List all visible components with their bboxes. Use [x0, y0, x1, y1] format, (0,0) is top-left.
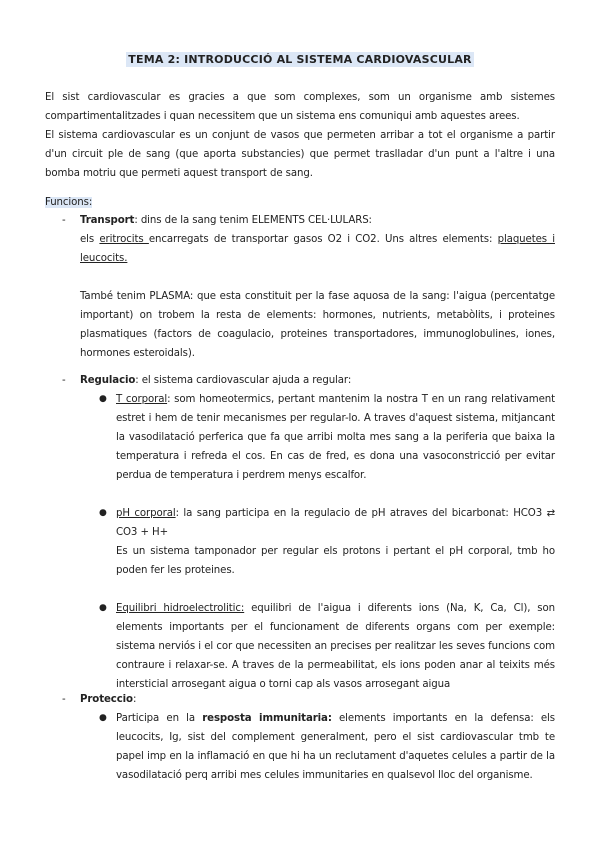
page-title: TEMA 2: INTRODUCCIÓ AL SISTEMA CARDIOVASCULAR: [128, 53, 472, 66]
regulacio-list: ● T corporal: som homeotermics, pertant mantenim la nostra T en un rang relativament estret i hem de tenir mecanismes per regular-lo. A traves d'aquest sistema, mitjancant la vasodilatació perferica que fa que arribi molta mes sang a la periferia que baixa la temperatura i refreda el cos. En cas de fred, es dona una vasoconstricció per evitar perdua de temperatura i perdrem menys escalfor. ● pH corporal: la sang participa en la regulacio de pH atraves del bicarbonat: HCO3 ⇄ CO3 + H+ Es un sistema tamponador per regular els protons i pertant el pH corporal, tmb ho poden fer les proteines. ● Equilibri hidroelectrolitic: equilibri de l'aigua i diferents ions (Na, K, Ca, Cl), son elements importants per el funcionament de diferents organs com per exemple: sistema nerviós i el cor que necessiten an precises per realitzar les seves funcions com contraure i relaxar-se. A traves de la permeabilitat, els ions poden anar al teixits més intersticial arrosegant aigua o torni cap als vasos arrosegant aigua: [116, 390, 555, 694]
list-item: ● pH corporal: la sang participa en la regulacio de pH atraves del bicarbonat: HCO3 ⇄ CO3 + H+: [99, 508, 556, 538]
plasma-paragraph: També tenim PLASMA: que esta constituit per la fase aquosa de la sang: l'aigua (percentatge important) on trobem la resta de elements: hormones, nutrients, metabòlits, i proteines plasmatiques (factors de coagulacio, proteines transportadores, immunoglobulines, iones, hormones esteroidals).: [80, 291, 555, 359]
regulacio-section: - Regulacio: el sistema cardiovascular ajuda a regular: ● T corporal: som homeotermics, pertant mantenim la nostra T en un rang relativament estret i hem de tenir mecanismes per regular-lo. A traves d'aquest sistema, mitjancant la vasodilatació perferica que fa que arribi molta mes sang a la periferia que baixa la temperatura i refreda el cos. En cas de fred, es dona una vasoconstricció per evitar perdua de temperatura i perdrem menys escalfor. ● pH corporal: la sang participa en la regulacio de pH atraves del bicarbonat: HCO3 ⇄ CO3 + H+ Es un sistema tamponador per regular els protons i pertant el pH corporal, tmb ho poden fer les proteines. ● Equilibri hidroelectrolitic: equilibri de l'aigua i diferents ions (Na, K, Ca, Cl), son elements importants per el funcionament de diferents organs com per exemple: sistema nerviós i el cor que necessiten an precises per realitzar les seves funcions com contraure i relaxar-se. A traves de la permeabilitat, els ions poden anar al teixits més intersticial arrosegant aigua o torni cap als vasos arrosegant aigua: [80, 371, 555, 694]
proteccio-section: - Proteccio: ● Participa en la resposta immunitaria: elements importants en la defensa: els leucocits, Ig, sist del complement generalment, pero el sist cardiovascular tmb te papel imp en la inflamació en que hi ha un reclutament d'aquetes celules a partir de la vasodilatació perq arribi mes celules immunitaries en qualsevol lloc del organisme.: [80, 690, 555, 785]
transport-section: - Transport: dins de la sang tenim ELEMENTS CEL·LULARS: els eritrocits encarregats de transportar gasos O2 i CO2. Uns altres elements: plaquetes i leucocits. També tenim PLASMA: que esta constituit per la fase aquosa de la sang: l'aigua (percentatge important) on trobem la resta de elements: hormones, nutrients, metabòlits, i proteines plasmatiques (factors de coagulacio, proteines transportadores, immunoglobulines, iones, hormones esteroidals).: [80, 211, 555, 363]
list-item: ● Participa en la resposta immunitaria: elements importants en la defensa: els leucocits, Ig, sist del complement generalment, pero el sist cardiovascular tmb te papel imp en la inflamació en que hi ha un reclutament d'aquetes celules a partir de la vasodilatació perq arribi mes celules immunitaries en qualsevol lloc del organisme.: [99, 713, 555, 781]
funcions-heading: Funcions:: [45, 197, 93, 208]
eritrocits-term: eritrocits: [99, 234, 149, 245]
intro-paragraph: El sist cardiovascular es gracies a que som complexes, som un organisme amb sistemes compartimentalitzades i quan necessitem que un sistema ens comuniqui amb aquestes arees.: [45, 92, 555, 122]
list-item: ● T corporal: som homeotermics, pertant mantenim la nostra T en un rang relativament estret i hem de tenir mecanismes per regular-lo. A traves d'aquest sistema, mitjancant la vasodilatació perferica que fa que arribi molta mes sang a la periferia que baixa la temperatura i refreda el cos. En cas de fred, es dona una vasoconstricció per evitar perdua de temperatura i perdrem menys escalfor.: [99, 394, 555, 481]
list-item: ● Equilibri hidroelectrolitic: equilibri de l'aigua i diferents ions (Na, K, Ca, Cl), son elements importants per el funcionament de diferents organs com per exemple: sistema nerviós i el cor que necessiten an precises per realitzar les seves funcions com contraure i relaxar-se. A traves de la permeabilitat, els ions poden anar al teixits més intersticial arrosegant aigua o torni cap als vasos arrosegant aigua: [99, 603, 555, 690]
proteccio-list: [99, 709, 555, 785]
plaquetes-term: plaquetes i leucocits.: [80, 234, 555, 264]
intro-section: [45, 88, 555, 183]
intro-paragraph: El sistema cardiovascular es un conjunt de vasos que permeten arribar a tot el organisme a partir d'un circuit ple de sang (que aporta substancies) que permet traslladar d'un punt a l'altre i una bomba motriu que permeti aquest transport de sang.: [45, 130, 555, 179]
